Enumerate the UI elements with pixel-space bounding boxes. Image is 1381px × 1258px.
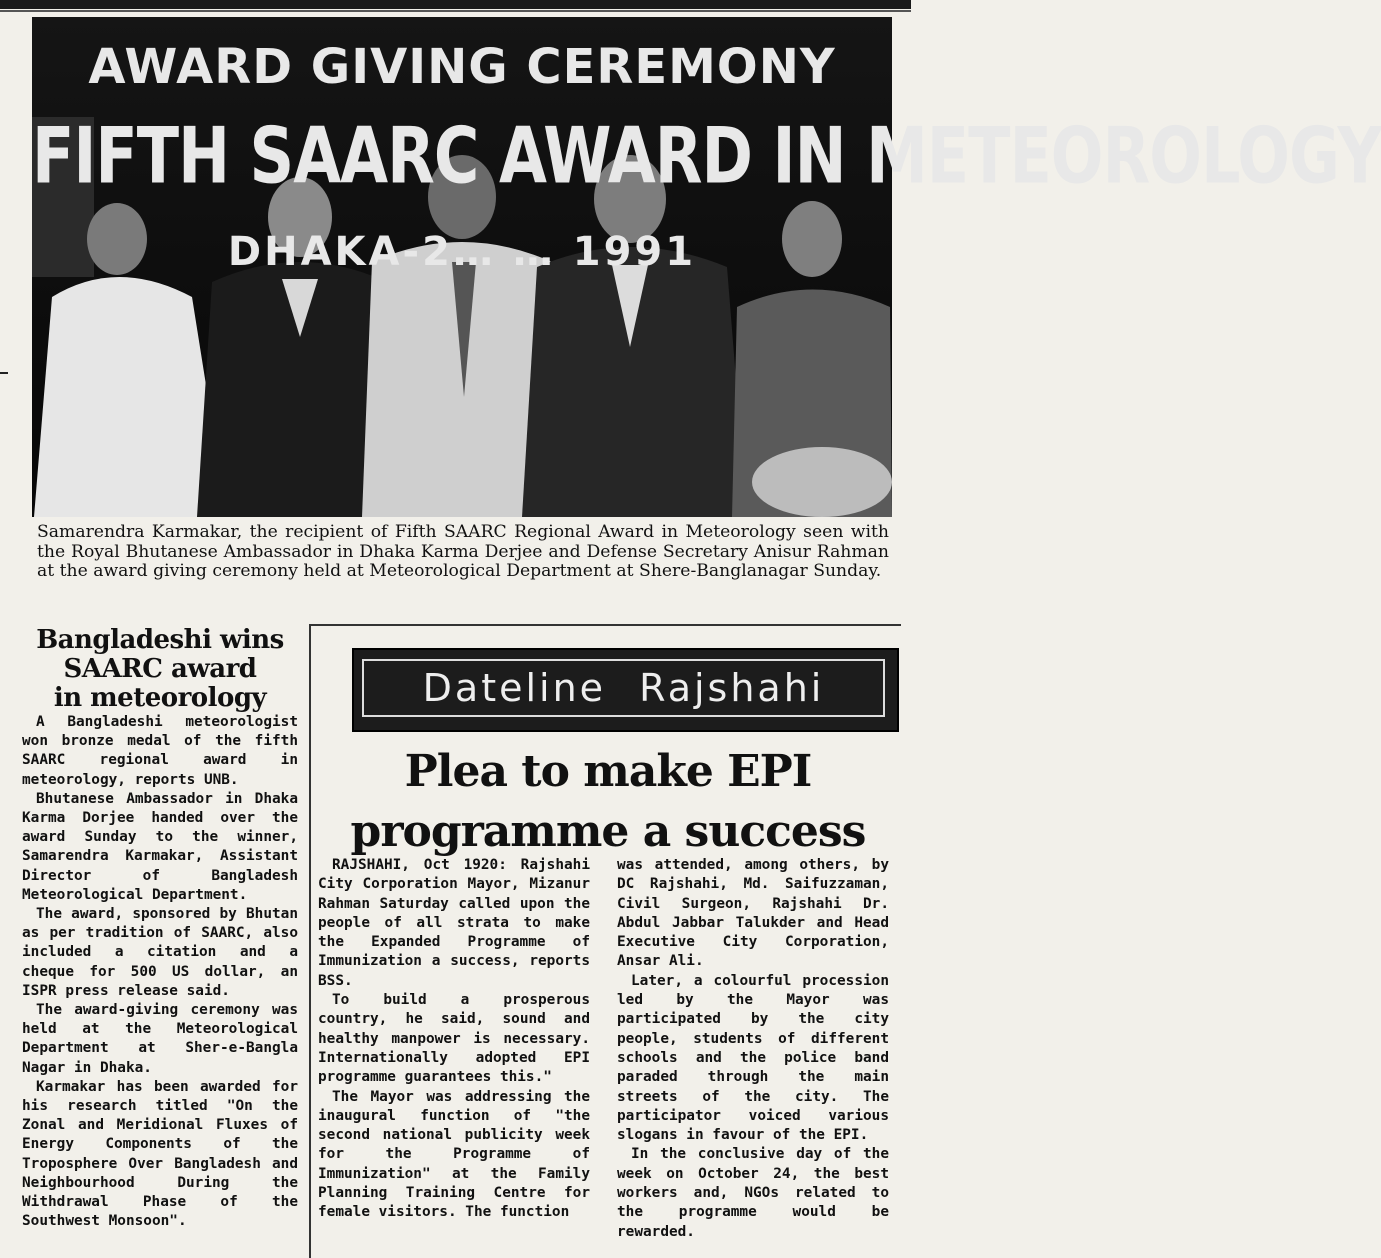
dateline-text: Dateline Rajshahi bbox=[362, 659, 885, 717]
banner-line-2: FIFTH SAARC AWARD IN METEOROLOGY bbox=[32, 109, 1381, 202]
right-headline-line: programme a success bbox=[350, 806, 866, 857]
left-headline-line: Bangladeshi wins bbox=[36, 625, 284, 655]
paragraph: In the conclusive day of the week on October 24, the best workers and, NGOs related to the programme would be rewarded. bbox=[617, 1146, 889, 1240]
paragraph: was attended, among others, by DC Rajshahi, Md. Saifuzzaman, Civil Surgeon, Rajshahi Dr. Abdul Jabbar Talukder and Head Executive City Corporation, Ansar Ali. bbox=[617, 857, 889, 970]
top-rule bbox=[0, 0, 911, 9]
right-headline bbox=[318, 742, 898, 862]
paragraph: The award, sponsored by Bhutan as per tradition of SAARC, also included a citation and a cheque for 500 US dollar, an ISPR press release said. bbox=[22, 906, 298, 999]
left-headline bbox=[22, 626, 298, 713]
banner-line-1: AWARD GIVING CEREMONY bbox=[88, 39, 836, 95]
left-headline-line: SAARC award bbox=[63, 654, 257, 684]
paragraph: Bhutanese Ambassador in Dhaka Karma Dorjee handed over the award Sunday to the winner, Samarendra Karmakar, Assistant Director of Bangladesh Meteorological Department. bbox=[22, 790, 298, 903]
paragraph: To build a prosperous country, he said, sound and healthy manpower is necessary. Internationally adopted EPI programme guarantees this." bbox=[318, 992, 590, 1086]
top-rule-thin bbox=[0, 10, 911, 12]
left-article bbox=[22, 626, 298, 1231]
left-headline-line: in meteorology bbox=[53, 683, 267, 713]
margin-mark bbox=[0, 372, 8, 374]
left-article-body bbox=[22, 713, 298, 1231]
right-article-column-2 bbox=[617, 856, 889, 1242]
paragraph: The Mayor was addressing the inaugural function of "the second national publicity week for the Programme of Immunization" at the Family Planning Training Centre for female visitors. The function bbox=[318, 1088, 590, 1221]
right-article-column-1 bbox=[318, 856, 590, 1223]
photo-caption: Samarendra Karmakar, the recipient of Fifth SAARC Regional Award in Meteorology seen with the Royal Bhutanese Ambassador in Dhaka Karma Derjee and Defense Secretary Anisur Rahman at the award giving ceremony held at Meteorological Department at Shere-Banglanagar Sunday. bbox=[37, 522, 889, 581]
right-headline-line: Plea to make EPI bbox=[404, 746, 812, 797]
banner-line-3: DHAKA-2… … 1991 bbox=[227, 229, 697, 275]
paragraph: The award-giving ceremony was held at the Meteorological Department at Sher-e-Bangla Nagar in Dhaka. bbox=[22, 1002, 298, 1076]
ceremony-photo bbox=[32, 17, 1381, 517]
paragraph: Later, a colourful procession led by the Mayor was participated by the city people, students of different schools and the police band paraded through the main streets of the city. The participator voiced various slogans in favour of the EPI. bbox=[617, 972, 889, 1144]
paragraph: Karmakar has been awarded for his research titled "On the Zonal and Meridional Fluxes of Energy Components of the Troposphere Over Bangladesh and Neighbourhood During the Withdrawal Phase of the Southwest Monsoon". bbox=[22, 1078, 298, 1230]
dateline-banner bbox=[352, 648, 899, 732]
paragraph: A Bangladeshi meteorologist won bronze medal of the fifth SAARC regional award in meteorology, reports UNB. bbox=[22, 714, 298, 788]
paragraph: RAJSHAHI, Oct 1920: Rajshahi City Corporation Mayor, Mizanur Rahman Saturday called upon the people of all strata to make the Expanded Programme of Immunization a success, reports BSS. bbox=[318, 857, 590, 989]
